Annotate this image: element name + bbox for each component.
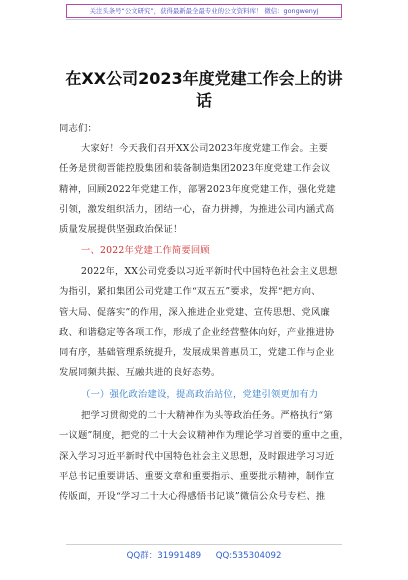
text-line: 平总书记重要讲话、重要文章和重要指示、重要批示精神，制作宣 [59, 470, 335, 482]
document-title-continued: 话 [195, 91, 212, 110]
greeting-text: 同志们： [59, 123, 97, 134]
text-line: 管大局、促落实”的作用，深入推进企业党建、宣传思想、党风廉 [59, 306, 330, 318]
text-line: 同有序，基础管理系统提升，发展成果普惠员工，党建工作与企业 [59, 347, 335, 359]
text-line: 政、和谐稳定等各项工作，形成了企业经营整体向好，产业推进协 [59, 326, 335, 338]
text-line: 发展同频共振、互融共进的良好态势。 [59, 367, 221, 379]
footer [0, 549, 408, 561]
text-line: 深入学习习近平新时代中国特色社会主义思想，及时跟进学习习近 [59, 450, 335, 462]
text-line: 质量发展提供坚强政治保证！ [59, 224, 183, 236]
intro-paragraph [59, 139, 351, 240]
section-heading-text: 一、2022年党建工作简要回顾 [81, 245, 210, 256]
header-notice: 关注头条号“公文研究”，获得最新最全最专业的公文资料库！ 微信：gongwenyj [66, 4, 342, 18]
header-divider [66, 19, 342, 20]
section-paragraph [59, 262, 351, 384]
text-line: 传版面，开设“学习二十大心得感悟书记谈”微信公众号专栏、推 [59, 491, 326, 503]
subsection-paragraph [59, 406, 351, 507]
footer-qq: QQ:535304092 [215, 551, 282, 561]
text-line: 为指引，紧扣集团公司党建工作“双五五”要求，发挥“把方向、 [59, 286, 321, 298]
subsection-heading [59, 385, 351, 405]
footer-qq-group: QQ群：31991489 [126, 551, 202, 561]
greeting [59, 119, 351, 139]
text-line: 引领，激发组织活力，团结一心，奋力拼搏，为推进公司内涵式高 [59, 203, 335, 215]
text-line: 一议题”制度，把党的二十大会议精神作为理论学习首要的重中之重， [59, 430, 349, 442]
document-title: 在XX公司2023年度党建工作会上的讲 [65, 69, 343, 88]
text-line: 2022年，XX公司党委以习近平新时代中国特色社会主义思想 [81, 266, 338, 277]
text-line: 任务是贯彻晋能控股集团和装备制造集团2023年度党建工作会议 [59, 163, 331, 175]
subsection-heading-text: （一）强化政治建设，提高政治站位，党建引领更加有力 [81, 389, 319, 400]
text-line: 大家好！今天我们召开XX公司2023年度党建工作会。主要 [81, 143, 329, 154]
footer-divider [66, 544, 342, 545]
text-line: 精神，回顾2022年党建工作，部署2023年度党建工作，强化党建 [59, 183, 336, 195]
section-heading [59, 241, 351, 261]
text-line: 把学习贯彻党的二十大精神作为头等政治任务。严格执行“第 [81, 410, 333, 421]
